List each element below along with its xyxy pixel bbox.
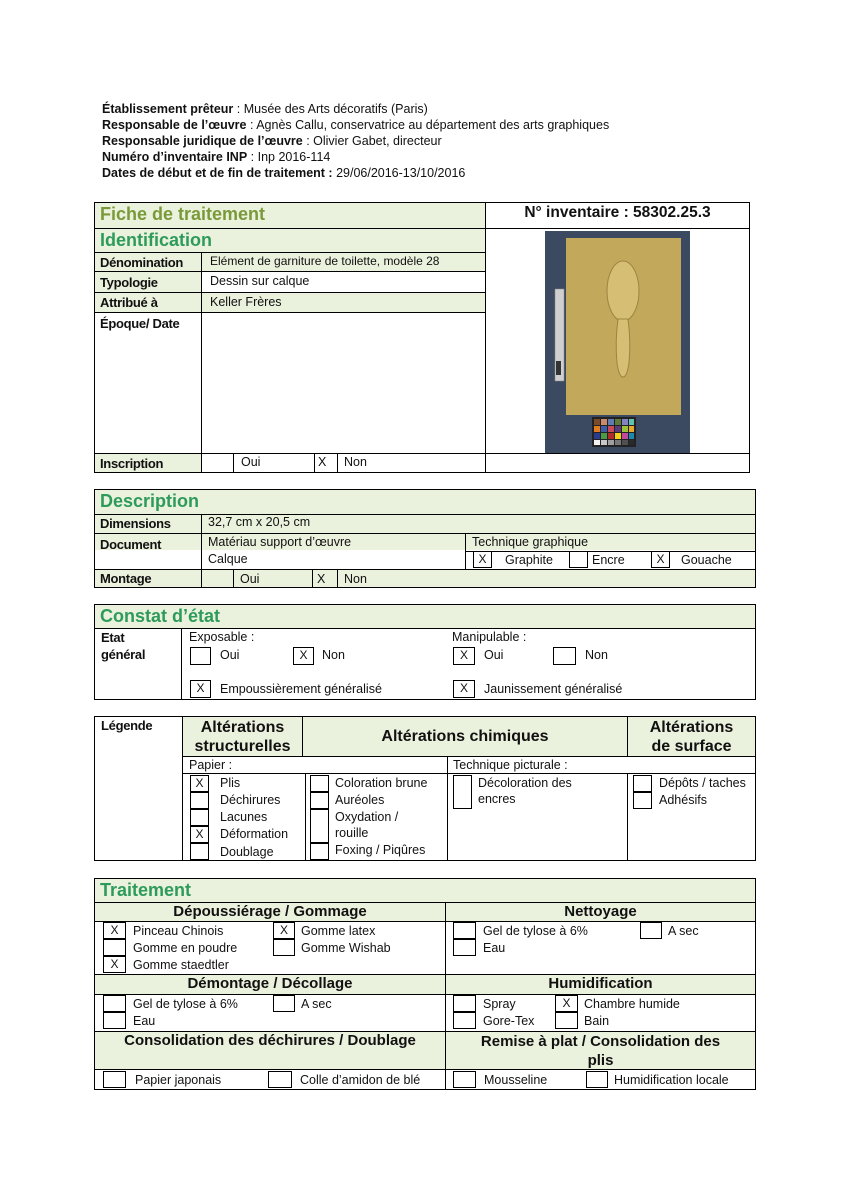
encre-checkbox[interactable]	[569, 551, 588, 568]
coloration-checkbox[interactable]	[310, 775, 329, 792]
dimensions-label: Dimensions	[100, 516, 171, 531]
goretex-checkbox[interactable]	[453, 1012, 476, 1029]
demontage-gel-label: Gel de tylose à 6%	[133, 997, 238, 1011]
technique-picturale-label: Technique picturale :	[453, 758, 568, 772]
header-responsable: Responsable de l’œuvre : Agnès Callu, conservatrice au département des arts graphiques	[102, 118, 610, 132]
mousseline-label: Mousseline	[484, 1073, 548, 1087]
aureoles-checkbox[interactable]	[310, 792, 329, 809]
asec-label: A sec	[668, 924, 699, 938]
jaunissement-label: Jaunissement généralisé	[484, 682, 623, 696]
papier-label: Papier :	[189, 758, 233, 772]
decoloration-label: Décoloration des	[478, 776, 572, 790]
manipulable-non-checkbox[interactable]	[553, 647, 576, 665]
gomme-latex-label: Gomme latex	[301, 924, 376, 938]
header-inventaire: Numéro d’inventaire INP : Inp 2016-114	[102, 150, 331, 164]
doublage-checkbox[interactable]	[190, 843, 209, 860]
decoloration-checkbox[interactable]	[453, 775, 472, 809]
doublage-label: Doublage	[220, 845, 274, 859]
plis-checkbox[interactable]: X	[190, 775, 209, 792]
jaunissement-checkbox[interactable]: X	[453, 680, 475, 698]
lacunes-label: Lacunes	[220, 810, 268, 824]
traitement-title: Traitement	[100, 880, 192, 900]
denomination-label: Dénomination	[100, 255, 184, 270]
gomme-wishab-label: Gomme Wishab	[301, 941, 391, 955]
montage-label: Montage	[100, 571, 152, 586]
alterations-surface-header: Altérations de surface	[649, 719, 734, 755]
rouille-label: rouille	[335, 826, 369, 840]
bain-checkbox[interactable]	[555, 1012, 578, 1029]
gomme-wishab-checkbox[interactable]	[273, 939, 295, 956]
demontage-asec-checkbox[interactable]	[273, 995, 295, 1012]
papier-japonais-label: Papier japonais	[135, 1073, 222, 1087]
etat-label: Etat	[101, 630, 125, 645]
header-etablissement: Établissement prêteur : Musée des Arts décoratifs (Paris)	[102, 102, 428, 116]
alterations-structurelles-header: Altérations structurelles	[194, 719, 291, 755]
pinceau-label: Pinceau Chinois	[133, 924, 224, 938]
goretex-label: Gore-Tex	[483, 1014, 535, 1028]
demontage-gel-checkbox[interactable]	[103, 995, 126, 1012]
graphite-label: Graphite	[505, 553, 553, 567]
exposable-oui-checkbox[interactable]	[190, 647, 211, 665]
constat-title: Constat d’état	[100, 606, 221, 626]
depoussierage-header: Dépoussiérage / Gommage	[173, 903, 367, 920]
inventory-number: N° inventaire : 58302.25.3	[524, 204, 711, 221]
manipulable-oui-label: Oui	[484, 648, 504, 662]
gel-tylose-checkbox[interactable]	[453, 922, 476, 939]
graphite-checkbox[interactable]: X	[473, 551, 492, 568]
montage-oui-label: Oui	[240, 572, 260, 586]
foxing-checkbox[interactable]	[310, 843, 329, 860]
spray-label: Spray	[483, 997, 516, 1011]
exposable-non-checkbox[interactable]: X	[293, 647, 314, 665]
manipulable-oui-checkbox[interactable]: X	[453, 647, 475, 665]
papier-japonais-checkbox[interactable]	[103, 1071, 126, 1088]
inscription-label: Inscription	[100, 456, 164, 471]
epoque-label: Époque/ Date	[100, 316, 180, 331]
lacunes-checkbox[interactable]	[190, 809, 209, 826]
encre-label: Encre	[592, 553, 625, 567]
alterations-chimiques-header: Altérations chimiques	[381, 728, 549, 745]
depots-label: Dépôts / taches	[659, 776, 746, 790]
depots-checkbox[interactable]	[633, 775, 652, 792]
manipulable-label: Manipulable :	[452, 630, 527, 644]
manipulable-non-label: Non	[585, 648, 608, 662]
identification-title: Identification	[100, 230, 212, 250]
denomination-value: Elément de garniture de toilette, modèle 28	[210, 254, 440, 268]
aureoles-label: Auréoles	[335, 793, 385, 807]
attribue-label: Attribué à	[100, 295, 158, 310]
demontage-eau-checkbox[interactable]	[103, 1012, 126, 1029]
artwork-photo-graphic	[545, 231, 690, 453]
exposable-non-label: Non	[322, 648, 345, 662]
consolidation-header: Consolidation des déchirures / Doublage	[124, 1032, 416, 1049]
dechirures-checkbox[interactable]	[190, 792, 209, 809]
adhesifs-label: Adhésifs	[659, 793, 707, 807]
gomme-staedtler-label: Gomme staedtler	[133, 958, 229, 972]
demontage-eau-label: Eau	[133, 1014, 156, 1028]
fiche-title: Fiche de traitement	[100, 204, 266, 224]
gel-tylose-label: Gel de tylose à 6%	[483, 924, 588, 938]
empoussierement-checkbox[interactable]: X	[190, 680, 211, 698]
montage-non-check[interactable]: X	[317, 572, 326, 586]
typologie-label: Typologie	[100, 275, 158, 290]
humidification-locale-label: Humidification locale	[614, 1073, 729, 1087]
montage-non-label: Non	[344, 572, 367, 586]
materiau-value: Calque	[208, 552, 248, 566]
gomme-poudre-checkbox[interactable]	[103, 939, 126, 956]
eau-checkbox[interactable]	[453, 939, 476, 956]
colle-amidon-label: Colle d’amidon de blé	[300, 1073, 421, 1087]
description-title: Description	[100, 491, 200, 511]
legende-label: Légende	[101, 718, 153, 733]
gouache-checkbox[interactable]: X	[651, 551, 670, 568]
dechirures-label: Déchirures	[220, 793, 281, 807]
deformation-checkbox[interactable]: X	[190, 826, 209, 843]
header-dates: Dates de début et de fin de traitement : 29/06/2016-13/10/2016	[102, 166, 466, 180]
inscription-non-check[interactable]: X	[318, 455, 327, 469]
document-label: Document	[100, 537, 162, 552]
asec-checkbox[interactable]	[640, 922, 662, 939]
gomme-staedtler-checkbox[interactable]: X	[103, 956, 126, 973]
empoussierement-label: Empoussièrement généralisé	[220, 682, 382, 696]
exposable-oui-label: Oui	[220, 648, 240, 662]
gomme-latex-checkbox[interactable]: X	[273, 922, 295, 939]
inscription-non-label: Non	[344, 455, 367, 469]
general-label: général	[101, 647, 146, 662]
nettoyage-header: Nettoyage	[564, 903, 637, 920]
colle-amidon-checkbox[interactable]	[268, 1071, 292, 1088]
eau-label: Eau	[483, 941, 506, 955]
demontage-header: Démontage / Décollage	[187, 975, 353, 992]
humidification-header: Humidification	[548, 975, 653, 992]
technique-label: Technique graphique	[472, 535, 589, 549]
deformation-label: Déformation	[220, 827, 289, 841]
artwork-photo	[545, 231, 690, 453]
coloration-label: Coloration brune	[335, 776, 428, 790]
gouache-label: Gouache	[681, 553, 732, 567]
materiau-label: Matériau support d’œuvre	[208, 535, 352, 549]
encres-label: encres	[478, 792, 516, 806]
inscription-oui-label: Oui	[241, 455, 261, 469]
chambre-humide-label: Chambre humide	[584, 997, 680, 1011]
dimensions-value: 32,7 cm x 20,5 cm	[208, 515, 311, 529]
header-juridique: Responsable juridique de l’œuvre : Olivier Gabet, directeur	[102, 134, 442, 148]
oxydation-checkbox[interactable]	[310, 809, 329, 843]
plis-label: Plis	[220, 776, 241, 790]
chambre-humide-checkbox[interactable]: X	[555, 995, 578, 1012]
pinceau-checkbox[interactable]: X	[103, 922, 126, 939]
mousseline-checkbox[interactable]	[453, 1071, 476, 1088]
gomme-poudre-label: Gomme en poudre	[133, 941, 238, 955]
demontage-asec-label: A sec	[301, 997, 332, 1011]
bain-label: Bain	[584, 1014, 610, 1028]
attribue-value: Keller Frères	[210, 295, 282, 309]
foxing-label: Foxing / Piqûres	[335, 843, 426, 857]
spray-checkbox[interactable]	[453, 995, 476, 1012]
humidification-locale-checkbox[interactable]	[586, 1071, 608, 1088]
oxydation-label: Oxydation /	[335, 810, 399, 824]
exposable-label: Exposable :	[189, 630, 255, 644]
remise-a-plat-header: Remise à plat / Consolidation des plis	[480, 1033, 721, 1069]
adhesifs-checkbox[interactable]	[633, 792, 652, 809]
document-header	[102, 101, 609, 181]
typologie-value: Dessin sur calque	[210, 274, 310, 288]
